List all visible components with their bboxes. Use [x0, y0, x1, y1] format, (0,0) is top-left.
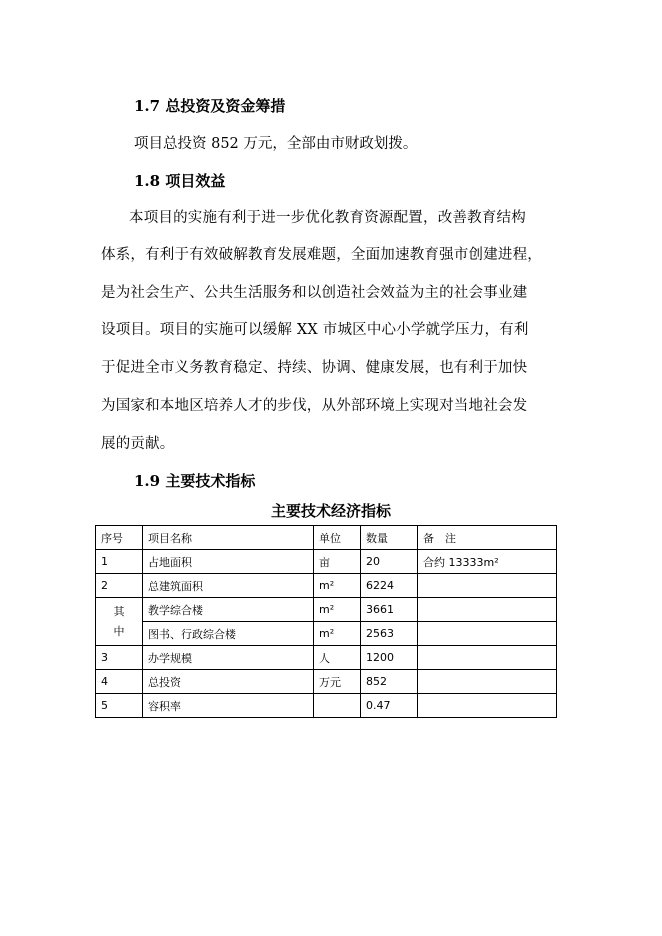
cell-index: 3	[96, 646, 143, 670]
cell-unit: 人	[314, 646, 361, 670]
header-index: 序号	[96, 526, 143, 550]
cell-quantity: 852	[361, 670, 418, 694]
header-quantity: 数量	[361, 526, 418, 550]
cell-item-name: 总投资	[143, 670, 314, 694]
section-heading-1-8: 1.8 项目效益	[134, 172, 226, 190]
cell-index: 1	[96, 550, 143, 574]
benefit-line-6: 为国家和本地区培养人才的步伐，从外部环境上实现对当地社会发	[101, 398, 528, 414]
cell-remarks	[418, 598, 557, 622]
cell-item-name: 占地面积	[143, 550, 314, 574]
table-row	[96, 622, 557, 646]
cell-quantity: 1200	[361, 646, 418, 670]
header-item-name: 项目名称	[143, 526, 314, 550]
table-row	[96, 550, 557, 574]
table-header-row	[96, 526, 557, 550]
benefit-line-3: 是为社会生产、公共生活服务和以创造社会效益为主的社会事业建	[101, 285, 528, 301]
cell-item-name: 办学规模	[143, 646, 314, 670]
cell-quantity: 2563	[361, 622, 418, 646]
header-unit: 单位	[314, 526, 361, 550]
cell-item-name: 教学综合楼	[143, 598, 314, 622]
cell-unit: m²	[314, 574, 361, 598]
cell-unit: 亩	[314, 550, 361, 574]
group-label-text: 其中	[113, 604, 125, 638]
cell-remarks	[418, 694, 557, 718]
cell-remarks: 合约 13333m²	[418, 550, 557, 574]
benefit-line-2: 体系，有利于有效破解教育发展难题，全面加速教育强市创建进程，	[101, 247, 542, 263]
cell-index: 2	[96, 574, 143, 598]
indicator-table	[95, 525, 557, 718]
cell-quantity: 6224	[361, 574, 418, 598]
benefit-line-5: 于促进全市义务教育稳定、持续、协调、健康发展，也有利于加快	[101, 360, 528, 376]
cell-unit	[314, 694, 361, 718]
cell-item-name: 总建筑面积	[143, 574, 314, 598]
cell-quantity: 20	[361, 550, 418, 574]
benefit-line-4: 设项目。项目的实施可以缓解 XX 市城区中心小学就学压力，有利	[101, 322, 529, 338]
cell-item-name: 图书、行政综合楼	[143, 622, 314, 646]
cell-remarks	[418, 574, 557, 598]
table-row	[96, 574, 557, 598]
table-caption: 主要技术经济指标	[270, 502, 391, 520]
section-heading-1-9: 1.9 主要技术指标	[134, 472, 256, 490]
cell-group-label	[96, 598, 143, 646]
cell-remarks	[418, 646, 557, 670]
header-remarks: 备 注	[418, 526, 557, 550]
cell-unit: m²	[314, 622, 361, 646]
cell-remarks	[418, 622, 557, 646]
investment-text: 项目总投资 852 万元，全部由市财政划拨。	[134, 136, 418, 152]
cell-unit: 万元	[314, 670, 361, 694]
cell-index: 5	[96, 694, 143, 718]
table-row	[96, 670, 557, 694]
cell-item-name: 容积率	[143, 694, 314, 718]
table-row	[96, 694, 557, 718]
table-row	[96, 646, 557, 670]
cell-quantity: 3661	[361, 598, 418, 622]
cell-quantity: 0.47	[361, 694, 418, 718]
cell-index: 4	[96, 670, 143, 694]
benefit-line-7: 展的贡献。	[101, 436, 175, 452]
cell-remarks	[418, 670, 557, 694]
table-row	[96, 598, 557, 622]
benefit-line-1: 本项目的实施有利于进一步优化教育资源配置，改善教育结构	[129, 210, 526, 226]
section-heading-1-7: 1.7 总投资及资金筹措	[134, 97, 286, 115]
cell-unit: m²	[314, 598, 361, 622]
